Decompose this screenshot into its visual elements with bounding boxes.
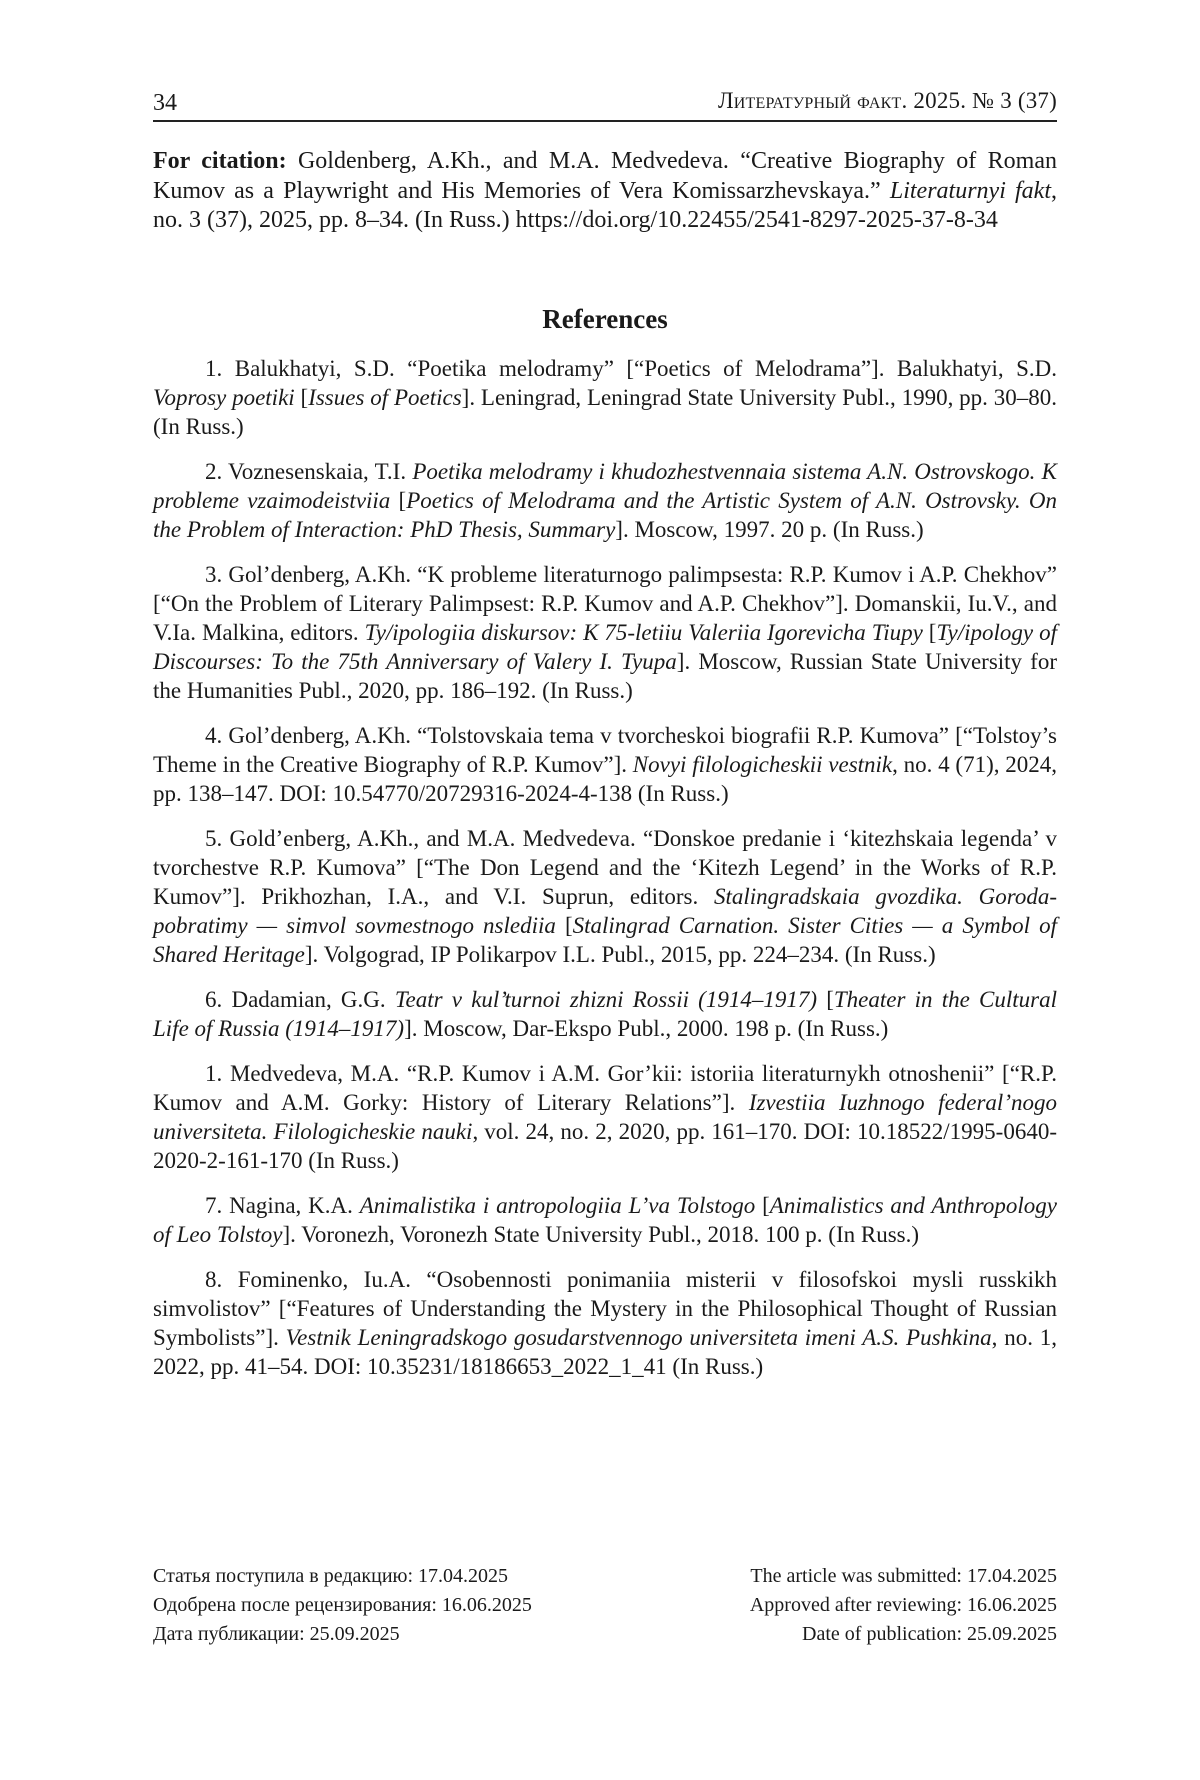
reference-item <box>153 354 1057 441</box>
reference-item <box>153 985 1057 1043</box>
reference-item <box>153 1265 1057 1381</box>
citation-text: Goldenberg, A.Kh., and M.A. Medvedeva. “Creative Biography of Roman Kumov as a Playwright and His Memories of Vera Komissarzhevskaya.” <box>153 148 1058 204</box>
reference-text: 4. Gol’denberg, A.Kh. “Tolstovskaia tema v tvorcheskoi biografii R.P. Kumova” [“Tolstoy’s Theme in the Creative Biography of R.P. Kumov”]. <box>153 723 1057 777</box>
running-title: Литературный факт. 2025. № 3 (37) <box>717 88 1057 113</box>
reference-text: [ <box>390 488 407 513</box>
reference-text: , no. 1, 2022, pp. 41–54. DOI: 10.35231/18186653_2022_1_41 (In Russ.) <box>153 1325 1058 1379</box>
reference-item <box>153 1191 1057 1249</box>
reference-item <box>153 721 1057 808</box>
reference-italic: Novyi filologicheskii vestnik <box>632 752 893 777</box>
reference-italic: Poetics of Melodrama and the Artistic System of A.N. Ostrovsky. On the Problem of Interaction: PhD Thesis, Summary <box>153 488 1057 542</box>
reference-text: 1. Medvedeva, M.A. “R.P. Kumov i A.M. Gor’kii: istoriia literaturnykh otnoshenii” [“R.P. Kumov and A.M. Gorky: History of Literary Relations”]. <box>153 1061 1057 1115</box>
reference-italic: Animalistics and Anthropology of Leo Tolstoy <box>153 1193 1057 1247</box>
reference-text: ]. Volgograd, IP Polikarpov I.L. Publ., 2015, pp. 224–234. (In Russ.) <box>304 942 936 967</box>
reference-text: 7. Nagina, K.A. <box>205 1193 360 1218</box>
reference-italic: Teatr v kul’turnoi zhizni Rossii (1914–1917) <box>394 987 817 1012</box>
reference-italic: Theater in the Cultural Life of Russia (1914–1917) <box>153 987 1057 1041</box>
reference-italic: Ty/ipology of Discourses: To the 75th Anniversary of Valery I. Tyupa <box>153 620 1057 674</box>
references-list <box>153 354 1057 1397</box>
reference-text: ]. Moscow, 1997. 20 p. (In Russ.) <box>615 517 924 542</box>
citation-journal: Literaturnyi fakt <box>889 177 1051 204</box>
citation-block <box>153 147 1057 236</box>
reference-italic: Vestnik Leningradskogo gosudarstvennogo universiteta imeni A.S. Pushkina <box>285 1325 992 1350</box>
dates-english <box>750 1562 1057 1649</box>
reference-italic: Animalistika i antropologiia L’va Tolstogo <box>359 1193 756 1218</box>
reference-italic: Ty/ipologiia diskursov: K 75-letiiu Valeriia Igorevicha Tiupy <box>364 620 923 645</box>
page-number: 34 <box>153 90 177 116</box>
citation-label: For citation: <box>153 148 287 174</box>
reference-item <box>153 1059 1057 1175</box>
reference-italic: Poetika melodramy i khudozhestvennaia sistema A.N. Ostrovskogo. K probleme vzaimodeistviia <box>153 459 1057 513</box>
submitted-date-ru: Статья поступила в редакцию: 17.04.2025 <box>153 1565 509 1587</box>
approved-date-ru: Одобрена после рецензирования: 16.06.2025 <box>153 1594 532 1616</box>
reference-italic: Stalingrad Carnation. Sister Cities — a Symbol of Shared Heritage <box>153 913 1057 967</box>
citation-details: , no. 3 (37), 2025, pp. 8–34. (In Russ.) https://doi.org/10.22455/2541-8297-2025-37-8-34 <box>153 177 1057 233</box>
reference-text: ]. Moscow, Dar-Ekspo Publ., 2000. 198 p. (In Russ.) <box>404 1016 889 1041</box>
reference-text: , vol. 24, no. 2, 2020, pp. 161–170. DOI: 10.18522/1995-0640-2020-2-161-170 (In Russ.) <box>153 1119 1057 1173</box>
reference-text: 8. Fominenko, Iu.A. “Osobennosti ponimaniia misterii v filosofskoi mysli russkikh simvolistov” [“Features of Understanding the Mystery in the Philosophical Thought of Russian Symbolists”]. <box>153 1267 1057 1350</box>
reference-item <box>153 457 1057 544</box>
reference-italic: Issues of Poetics <box>308 385 462 410</box>
dates-russian <box>153 1562 532 1649</box>
references-heading: References <box>542 304 668 334</box>
reference-text: ]. Voronezh, Voronezh State University Publ., 2018. 100 p. (In Russ.) <box>282 1222 920 1247</box>
reference-text: [ <box>555 913 573 938</box>
page-header <box>153 86 1057 122</box>
reference-italic: Voprosy poetiki <box>153 385 295 410</box>
reference-item <box>153 560 1057 705</box>
reference-italic: Izvestiia Iuzhnogo federal’nogo universiteta. Filologicheskie nauki <box>153 1090 1057 1144</box>
published-date-en: Date of publication: 25.09.2025 <box>802 1623 1057 1645</box>
reference-text: [ <box>755 1193 770 1218</box>
reference-text: 2. Voznesenskaia, T.I. <box>205 459 413 484</box>
reference-text: [ <box>817 987 834 1012</box>
reference-italic: Stalingradskaia gvozdika. Goroda-pobratimy — simvol sovmestnogo nslediia <box>153 884 1057 938</box>
approved-date-en: Approved after reviewing: 16.06.2025 <box>749 1594 1057 1616</box>
published-date-ru: Дата публикации: 25.09.2025 <box>153 1623 400 1645</box>
reference-text: [ <box>294 385 309 410</box>
reference-text: [ <box>922 620 937 645</box>
reference-text: ]. Moscow, Russian State University for the Humanities Publ., 2020, pp. 186–192. (In Russ.) <box>153 649 1057 703</box>
reference-item <box>153 824 1057 969</box>
reference-text: 6. Dadamian, G.G. <box>205 987 395 1012</box>
reference-text: ]. Leningrad, Leningrad State University Publ., 1990, pp. 30–80. (In Russ.) <box>153 385 1058 439</box>
reference-text: , no. 4 (71), 2024, pp. 138–147. DOI: 10.54770/20729316-2024-4-138 (In Russ.) <box>153 752 1057 806</box>
reference-text: 5. Gold’enberg, A.Kh., and M.A. Medvedeva. “Donskoe predanie i ‘kitezhskaia legenda’ v tvorchestve R.P. Kumova” [“The Don Legend and the ‘Kitezh Legend’ in the Works of R.P. Kumov”]. Prikhozhan, I.A., and V.I. Suprun, editors. <box>153 826 1057 909</box>
reference-text: 1. Balukhatyi, S.D. “Poetika melodramy” [“Poetics of Melodrama”]. Balukhatyi, S.D. <box>205 356 1057 381</box>
submitted-date-en: The article was submitted: 17.04.2025 <box>750 1565 1057 1587</box>
reference-text: 3. Gol’denberg, A.Kh. “K probleme literaturnogo palimpsesta: R.P. Kumov i A.P. Chekhov” [“On the Problem of Literary Palimpsest: R.P. Kumov and A.P. Chekhov”]. Domanskii, Iu.V., and V.Ia. Malkina, editors. <box>153 562 1057 645</box>
